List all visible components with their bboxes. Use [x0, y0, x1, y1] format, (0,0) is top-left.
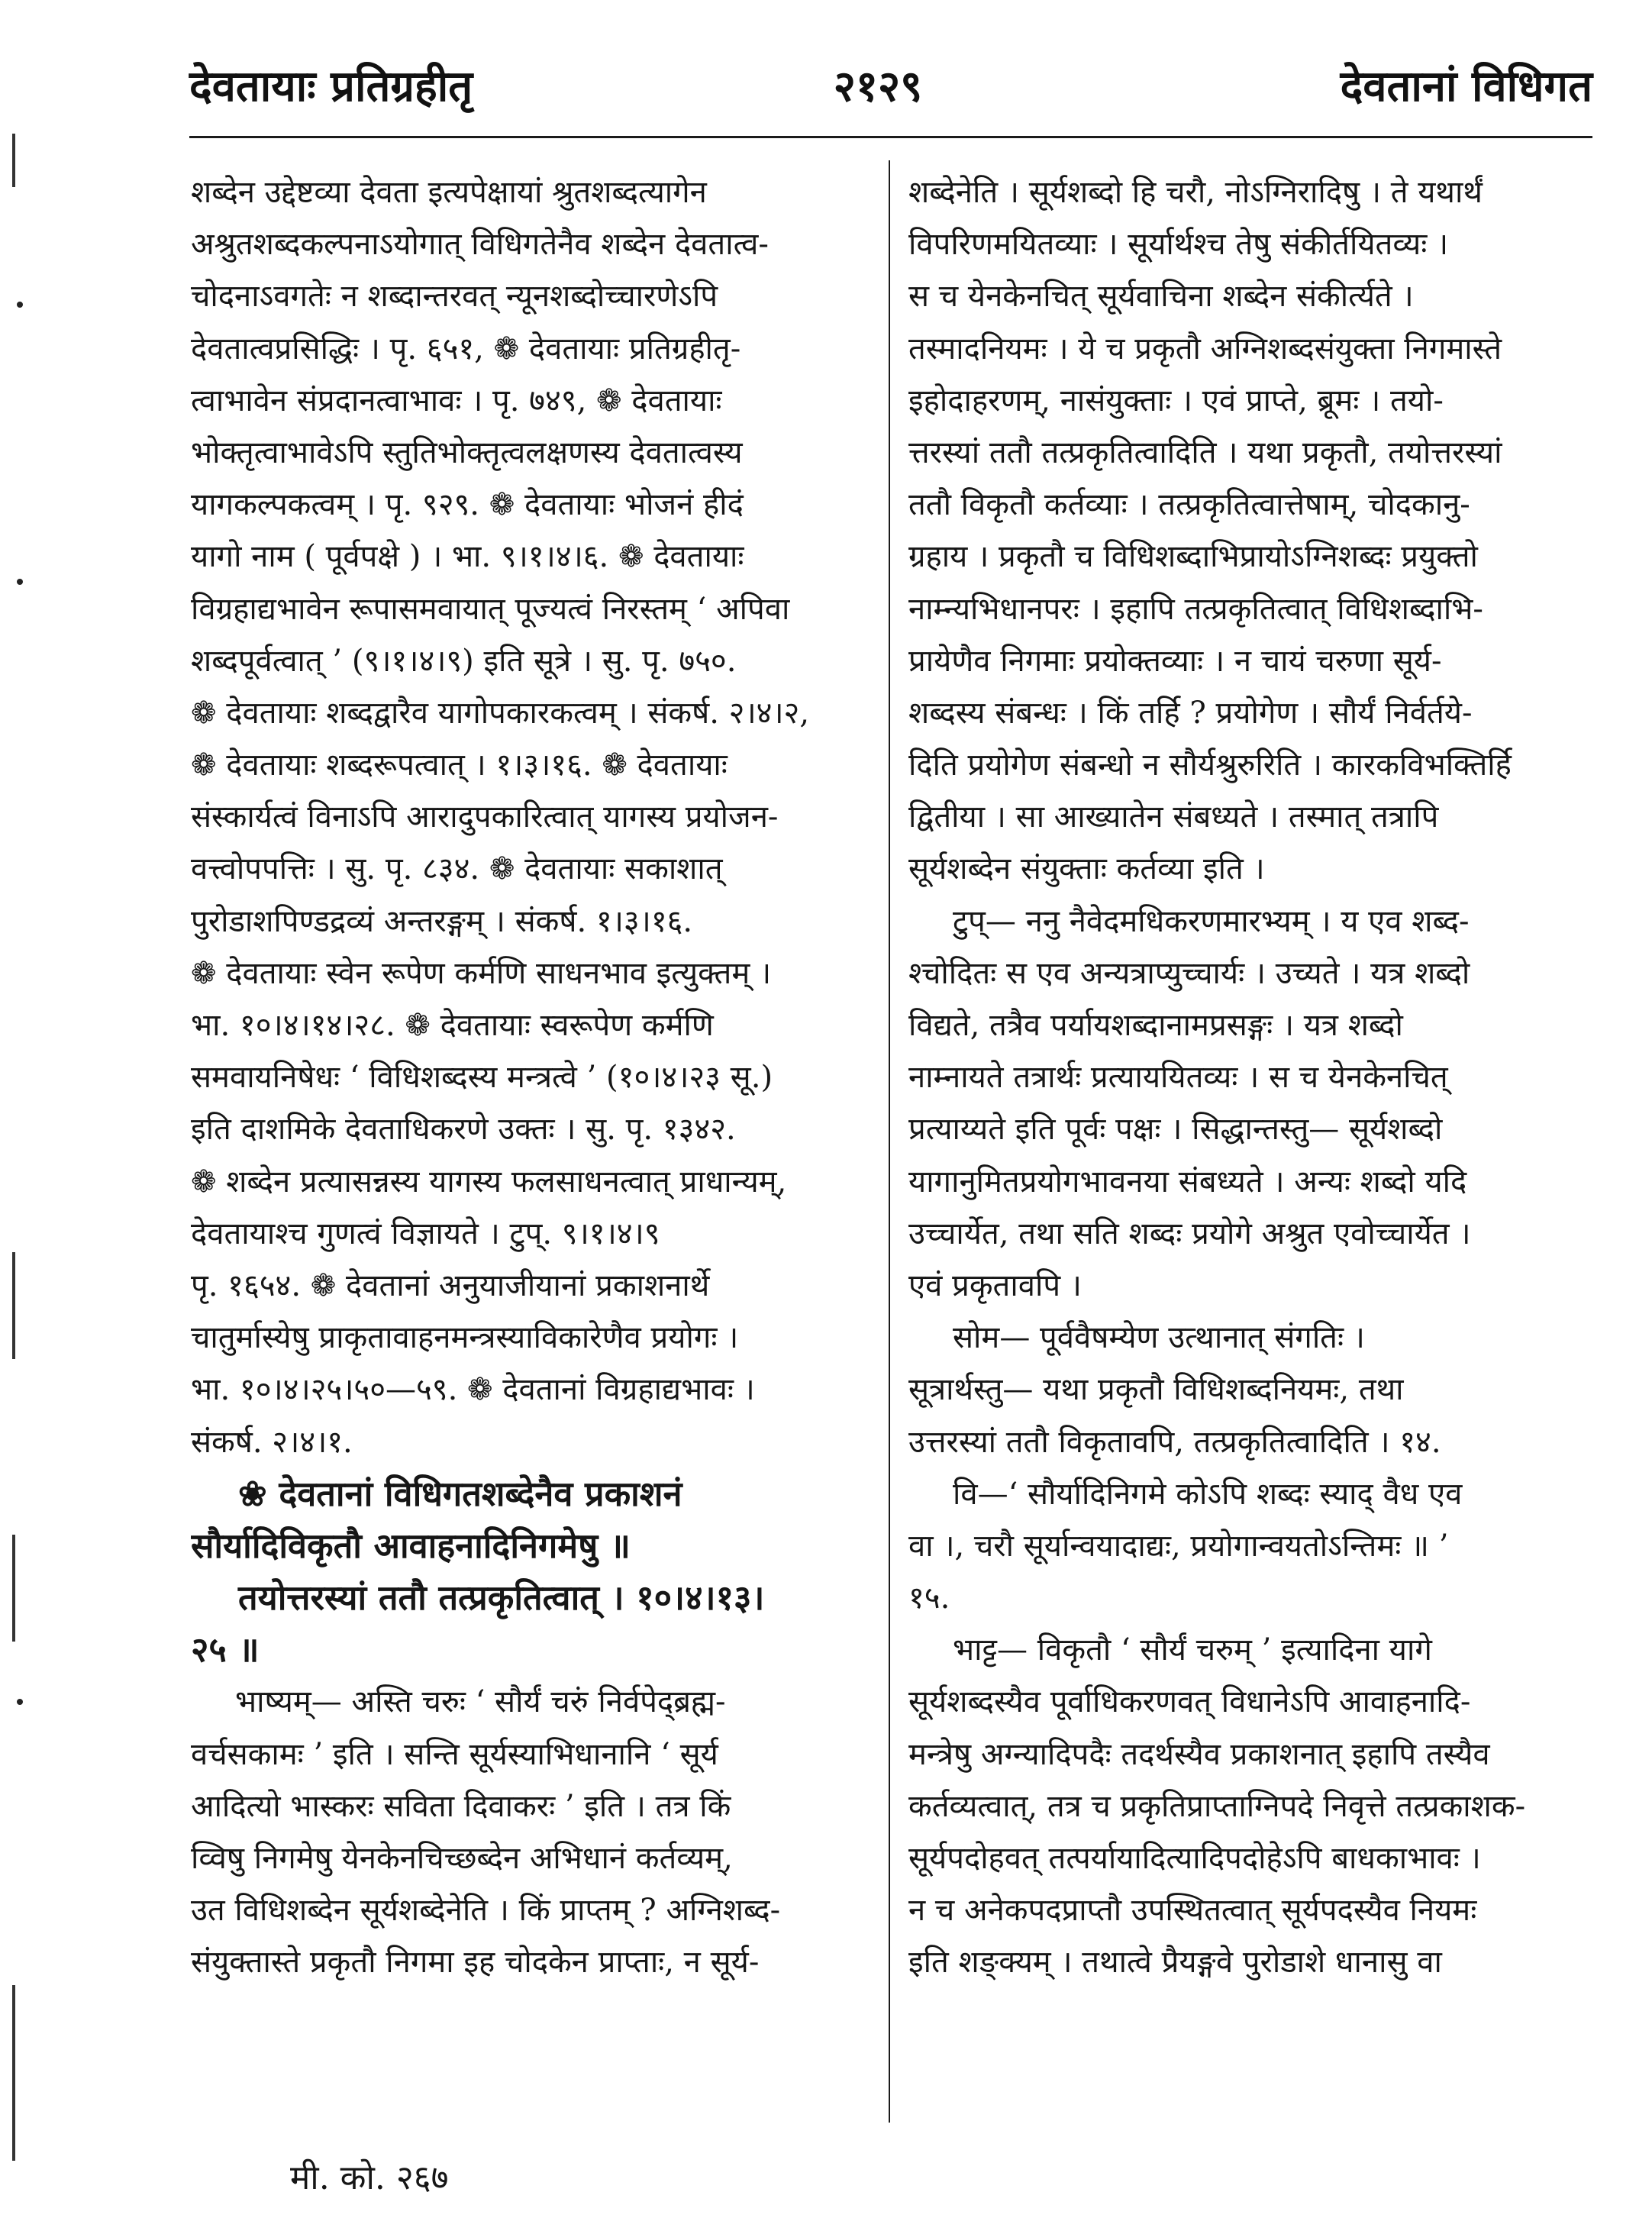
text-line: विद्यते, तत्रैव पर्यायशब्दानामप्रसङ्गः । यत्र शब्दो	[908, 1008, 1403, 1043]
text-line: भा. १०।४।२५।५०—५९. ❁ देवतानां विग्रहाद्यभावः ।	[191, 1372, 755, 1408]
running-head-left: देवतायाः प्रतिग्रहीतृ	[189, 61, 473, 111]
text-line: यागो नाम ( पूर्वपक्षे ) । भा. ९।१।४।६. ❁ देवतायाः	[191, 539, 744, 575]
text-line: ततौ विकृतौ कर्तव्याः । तत्प्रकृतित्वात्तेषाम्, चोदकानु-	[908, 487, 1470, 523]
text-line: वि—‘ सौर्यादिनिगमे कोऽपि शब्दः स्याद् वैध एव	[953, 1476, 1463, 1512]
text-line: वर्चसकामः ’ इति । सन्ति सूर्यस्याभिधानानि ‘ सूर्य	[191, 1736, 718, 1772]
text-line: दिति प्रयोगेण संबन्धो न सौर्यश्रुरुरिति । कारकविभक्तिर्हि	[908, 747, 1512, 783]
text-line: संकर्ष. २।४।१.	[191, 1424, 353, 1460]
text-line: सूर्यशब्दस्यैव पूर्वाधिकरणवत् विधानेऽपि आवाहनादि-	[908, 1684, 1471, 1720]
text-line: संस्कार्यत्वं विनाऽपि आरादुपकारित्वात् यागस्य प्रयोजन-	[191, 799, 779, 835]
text-line: सूर्यशब्देन संयुक्ताः कर्तव्या इति ।	[908, 851, 1265, 887]
header-rule	[189, 136, 1592, 138]
margin-dot	[17, 302, 23, 308]
running-head-right: देवतानां विधिगत	[1340, 61, 1592, 111]
margin-dot	[17, 1699, 23, 1705]
signature-mark: मी. को. २६७	[290, 2158, 449, 2197]
text-line: श्चोदितः स एव अन्यत्राप्युच्चार्यः । उच्यते । यत्र शब्दो	[908, 955, 1470, 991]
text-line: देवतात्वप्रसिद्धिः । पृ. ६५१, ❁ देवतायाः प्रतिग्रहीतृ-	[191, 331, 741, 366]
text-line: सूत्रार्थस्तु— यथा प्रकृतौ विधिशब्दनियमः, तथा	[908, 1372, 1404, 1408]
text-line: चातुर्मास्येषु प्राकृतावाहनमन्त्रस्याविकारेणैव प्रयोगः ।	[191, 1320, 739, 1356]
text-line: उच्चार्येत, तथा सति शब्दः प्रयोगे अश्रुत एवोच्चार्येत ।	[908, 1216, 1471, 1251]
text-line: वा ।, चरौ सूर्यान्वयादाद्यः, प्रयोगान्वयतोऽन्तिमः ॥ ’	[908, 1528, 1449, 1564]
margin-mark	[12, 1535, 15, 1642]
text-line: त्तरस्यां ततौ तत्प्रकृतित्वादिति । यथा प्रकृतौ, तयोत्तरस्यां	[908, 434, 1502, 470]
text-line: भाट्ट— विकृतौ ‘ सौर्यं चरुम् ’ इत्यादिना यागे	[953, 1632, 1432, 1668]
margin-mark	[12, 1252, 15, 1359]
text-line: शब्देनेति । सूर्यशब्दो हि चरौ, नोऽग्निरादिषु । ते यथार्थं	[908, 175, 1483, 210]
text-line: शब्देन उद्देष्टव्या देवता इत्यपेक्षायां श्रुतशब्दत्यागेन	[191, 175, 707, 210]
text-line: नाम्नायते तत्रार्थः प्रत्याययितव्यः । स च येनकेनचित्	[908, 1060, 1448, 1096]
text-line: संयुक्तास्ते प्रकृतौ निगमा इह चोदकेन प्राप्ताः, न सूर्य-	[191, 1945, 760, 1981]
text-line: भाष्यम्— अस्ति चरुः ‘ सौर्यं चरुं निर्वपेद्ब्रह्म-	[235, 1684, 726, 1720]
text-line: समवायनिषेधः ‘ विधिशब्दस्य मन्त्रत्वे ’ (१०।४।२३ सू.)	[191, 1060, 773, 1096]
text-line: तस्मादनियमः । ये च प्रकृतौ अग्निशब्दसंयुक्ता निगमास्ते	[908, 331, 1502, 366]
entry-heading: ❀ देवतानां विधिगतशब्देनैव प्रकाशनं	[238, 1473, 682, 1514]
text-line: उत विधिशब्देन सूर्यशब्देनेति । किं प्राप्तम् ? अग्निशब्द-	[191, 1893, 781, 1929]
text-line: देवतायाश्च गुणत्वं विज्ञायते । टुप्. ९।१।४।९	[191, 1216, 660, 1251]
entry-heading: सौर्यादिविकृतौ आवाहनादिनिगमेषु ॥	[191, 1525, 631, 1566]
text-line: द्वितीया । सा आख्यातेन संबध्यते । तस्मात् तत्रापि	[908, 799, 1439, 835]
text-line: ग्रहाय । प्रकृतौ च विधिशब्दाभिप्रायोऽग्निशब्दः प्रयुक्तो	[908, 539, 1478, 575]
margin-dot	[17, 579, 23, 585]
text-line: १५.	[908, 1580, 950, 1616]
text-line: टुप्— ननु नैवेदमधिकरणमारभ्यम् । य एव शब्द-	[953, 903, 1470, 939]
text-line: ❁ देवतायाः स्वेन रूपेण कर्मणि साधनभाव इत्युक्तम् ।	[191, 955, 772, 991]
text-line: ❁ शब्देन प्रत्यासन्नस्य यागस्य फलसाधनत्वात् प्राधान्यम्,	[191, 1164, 787, 1199]
text-line: ❁ देवतायाः शब्दद्वारैव यागोपकारकत्वम् । संकर्ष. २।४।२,	[191, 695, 810, 731]
text-line: प्रायेणैव निगमाः प्रयोक्तव्याः । न चायं चरुणा सूर्य-	[908, 643, 1442, 679]
text-line: इति दाशमिके देवताधिकरणे उक्तः । सु. पृ. १३४२.	[191, 1112, 736, 1148]
text-line: यागकल्पकत्वम् । पृ. ९२९. ❁ देवतायाः भोजनं हीदं	[191, 487, 744, 523]
right-column	[908, 166, 1591, 1989]
text-line: ❁ देवतायाः शब्दरूपत्वात् । १।३।१६. ❁ देवतायाः	[191, 747, 728, 783]
text-line: मन्त्रेषु अग्न्यादिपदैः तदर्थस्यैव प्रकाशनात् इहापि तस्यैव	[908, 1736, 1490, 1772]
text-line: कर्तव्यत्वात्, तत्र च प्रकृतिप्राप्ताग्निपदे निवृत्ते तत्प्रकाशक-	[908, 1788, 1526, 1824]
text-line: यागानुमितप्रयोगभावनया संबध्यते । अन्यः शब्दो यदि	[908, 1164, 1467, 1199]
text-line: वत्त्वोपपत्तिः । सु. पृ. ८३४. ❁ देवतायाः सकाशात्	[191, 851, 723, 887]
column-divider	[889, 160, 890, 2123]
margin-mark	[12, 134, 15, 187]
text-line: भोक्तृत्वाभावेऽपि स्तुतिभोक्तृत्वलक्षणस्य देवतात्वस्य	[191, 434, 743, 470]
text-line: विग्रहाद्यभावेन रूपासमवायात् पूज्यत्वं निरस्तम् ‘ अपिवा	[191, 591, 790, 627]
margin-mark	[12, 1985, 15, 2161]
text-line: शब्दपूर्वत्वात् ’ (९।१।४।९) इति सूत्रे । सु. पृ. ७५०.	[191, 643, 737, 679]
text-line: नाम्न्यभिधानपरः । इहापि तत्प्रकृतित्वात् विधिशब्दाभि-	[908, 591, 1483, 627]
text-line: आदित्यो भास्करः सविता दिवाकरः ’ इति । तत्र किं	[191, 1788, 731, 1824]
text-line: पुरोडाशपिण्डद्रव्यं अन्तरङ्गम् । संकर्ष. १।३।१६.	[191, 903, 693, 939]
text-line: शब्दस्य संबन्धः । किं तर्हि ? प्रयोगेण । सौर्यं निर्वर्तयेे-	[908, 695, 1473, 731]
sutra-line: २५ ॥	[191, 1629, 260, 1671]
text-line: सोम— पूर्ववैषम्येण उत्थानात् संगतिः ।	[953, 1320, 1365, 1356]
text-line: एवं प्रकृतावपि ।	[908, 1267, 1082, 1303]
text-line: न च अनेकपदप्राप्तौ उपस्थितत्वात् सूर्यपदस्यैव नियमः	[908, 1893, 1477, 1929]
page-number: २१२९	[833, 61, 923, 111]
text-line: अश्रुतशब्दकल्पनाऽयोगात् विधिगतेनैव शब्देन देवतात्व-	[191, 227, 769, 263]
sutra-line: तयोत्तरस्यां ततौ तत्प्रकृतित्वात् । १०।४।१३।	[238, 1577, 765, 1619]
text-line: व्विषु निगमेषु येनकेनचिच्छब्देन अभिधानं कर्तव्यम्,	[191, 1841, 733, 1876]
text-line: भा. १०।४।१४।२८. ❁ देवतायाः स्वरूपेण कर्मणि	[191, 1008, 714, 1043]
text-line: चोदनाऽवगतेः न शब्दान्तरवत् न्यूनशब्दोच्चारणेऽपि	[191, 279, 718, 315]
text-line: पृ. १६५४. ❁ देवतानां अनुयाजीयानां प्रकाशनार्थे	[191, 1267, 710, 1303]
left-column	[191, 166, 873, 1989]
text-line: उत्तरस्यां ततौ विकृतावपि, तत्प्रकृतित्वादिति । १४.	[908, 1424, 1441, 1460]
text-line: सूर्यपदोहवत् तत्पर्यायादित्यादिपदोहेऽपि बाधकाभावः ।	[908, 1841, 1481, 1876]
text-line: इति शङ्क्यम् । तथात्वे प्रैयङ्गवे पुरोडाशे धानासु वा	[908, 1945, 1442, 1981]
text-line: प्रत्याय्यते इति पूर्वः पक्षः । सिद्धान्तस्तु— सूर्यशब्दो	[908, 1112, 1443, 1148]
text-line: इहोदाहरणम्, नासंयुक्ताः । एवं प्राप्ते, ब्रूमः । तयो-	[908, 383, 1444, 418]
text-line: विपरिणमयितव्याः । सूर्यार्थश्च तेषु संकीर्तयितव्यः ।	[908, 227, 1449, 263]
text-line: स च येनकेनचित् सूर्यवाचिना शब्देन संकीर्त्यते ।	[908, 279, 1414, 315]
text-line: त्वाभावेन संप्रदानत्वाभावः । पृ. ७४९, ❁ देवतायाः	[191, 383, 722, 418]
